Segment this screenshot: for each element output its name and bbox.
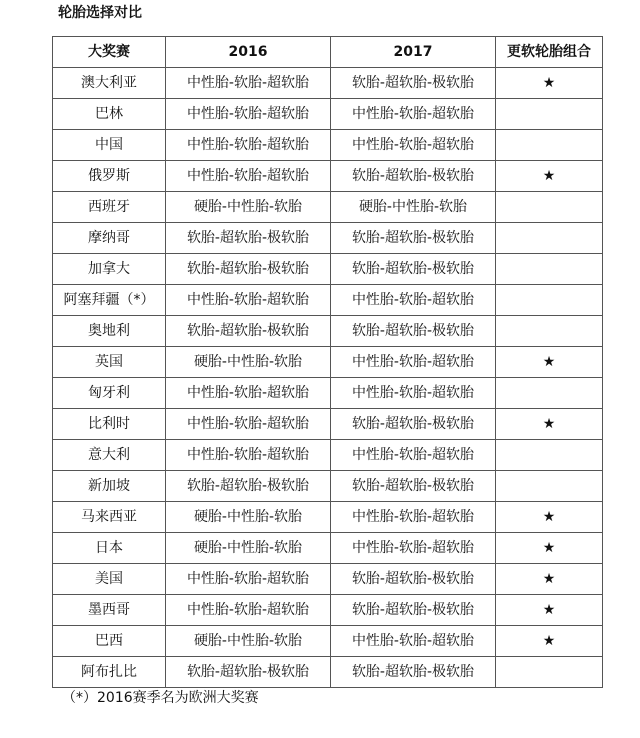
cell-2016-tyres: 中性胎-软胎-超软胎	[166, 409, 331, 440]
cell-grand-prix: 俄罗斯	[53, 161, 166, 192]
cell-2016-tyres: 软胎-超软胎-极软胎	[166, 471, 331, 502]
table-row	[53, 564, 603, 595]
cell-softer-combo	[496, 378, 603, 409]
cell-softer-combo	[496, 471, 603, 502]
cell-grand-prix: 墨西哥	[53, 595, 166, 626]
cell-grand-prix: 阿布扎比	[53, 657, 166, 688]
cell-grand-prix: 西班牙	[53, 192, 166, 223]
table-row	[53, 316, 603, 347]
star-icon: ★	[496, 626, 603, 657]
table-row	[53, 130, 603, 161]
cell-2017-tyres: 中性胎-软胎-超软胎	[331, 502, 496, 533]
cell-grand-prix: 英国	[53, 347, 166, 378]
tyre-comparison-table	[52, 36, 603, 688]
table-row	[53, 378, 603, 409]
cell-2016-tyres: 软胎-超软胎-极软胎	[166, 223, 331, 254]
header-2017: 2017	[331, 37, 496, 68]
cell-2017-tyres: 软胎-超软胎-极软胎	[331, 595, 496, 626]
table-row	[53, 254, 603, 285]
table-row	[53, 68, 603, 99]
table-row	[53, 223, 603, 254]
cell-2016-tyres: 中性胎-软胎-超软胎	[166, 440, 331, 471]
cell-grand-prix: 马来西亚	[53, 502, 166, 533]
cell-grand-prix: 巴林	[53, 99, 166, 130]
cell-2016-tyres: 软胎-超软胎-极软胎	[166, 254, 331, 285]
cell-softer-combo	[496, 130, 603, 161]
star-icon: ★	[496, 533, 603, 564]
table-header-row	[53, 37, 603, 68]
cell-grand-prix: 摩纳哥	[53, 223, 166, 254]
cell-2017-tyres: 中性胎-软胎-超软胎	[331, 378, 496, 409]
star-icon: ★	[496, 502, 603, 533]
table-row	[53, 347, 603, 378]
cell-2017-tyres: 硬胎-中性胎-软胎	[331, 192, 496, 223]
cell-2016-tyres: 中性胎-软胎-超软胎	[166, 285, 331, 316]
cell-grand-prix: 比利时	[53, 409, 166, 440]
star-icon: ★	[496, 161, 603, 192]
cell-2016-tyres: 硬胎-中性胎-软胎	[166, 533, 331, 564]
cell-2016-tyres: 中性胎-软胎-超软胎	[166, 68, 331, 99]
table-row	[53, 533, 603, 564]
cell-2017-tyres: 软胎-超软胎-极软胎	[331, 68, 496, 99]
cell-2016-tyres: 中性胎-软胎-超软胎	[166, 595, 331, 626]
cell-2017-tyres: 中性胎-软胎-超软胎	[331, 285, 496, 316]
cell-grand-prix: 中国	[53, 130, 166, 161]
cell-2016-tyres: 中性胎-软胎-超软胎	[166, 99, 331, 130]
table-row	[53, 161, 603, 192]
cell-softer-combo	[496, 254, 603, 285]
cell-2016-tyres: 中性胎-软胎-超软胎	[166, 564, 331, 595]
cell-2016-tyres: 软胎-超软胎-极软胎	[166, 657, 331, 688]
cell-grand-prix: 阿塞拜疆（*）	[53, 285, 166, 316]
cell-2017-tyres: 软胎-超软胎-极软胎	[331, 161, 496, 192]
table-row	[53, 502, 603, 533]
cell-2016-tyres: 硬胎-中性胎-软胎	[166, 626, 331, 657]
cell-grand-prix: 日本	[53, 533, 166, 564]
cell-grand-prix: 美国	[53, 564, 166, 595]
cell-softer-combo	[496, 285, 603, 316]
header-grand-prix: 大奖赛	[53, 37, 166, 68]
cell-2016-tyres: 中性胎-软胎-超软胎	[166, 378, 331, 409]
cell-softer-combo	[496, 192, 603, 223]
star-icon: ★	[496, 409, 603, 440]
cell-2017-tyres: 软胎-超软胎-极软胎	[331, 254, 496, 285]
table-row	[53, 657, 603, 688]
cell-softer-combo	[496, 316, 603, 347]
cell-2017-tyres: 软胎-超软胎-极软胎	[331, 657, 496, 688]
footnote: （*）2016赛季名为欧洲大奖赛	[62, 690, 259, 706]
table-row	[53, 440, 603, 471]
cell-2017-tyres: 软胎-超软胎-极软胎	[331, 316, 496, 347]
cell-softer-combo	[496, 440, 603, 471]
cell-2016-tyres: 硬胎-中性胎-软胎	[166, 192, 331, 223]
cell-grand-prix: 新加坡	[53, 471, 166, 502]
cell-softer-combo	[496, 657, 603, 688]
cell-2016-tyres: 硬胎-中性胎-软胎	[166, 502, 331, 533]
cell-2017-tyres: 软胎-超软胎-极软胎	[331, 409, 496, 440]
cell-softer-combo	[496, 99, 603, 130]
table-row	[53, 285, 603, 316]
star-icon: ★	[496, 347, 603, 378]
table-body	[53, 68, 603, 688]
cell-grand-prix: 巴西	[53, 626, 166, 657]
cell-softer-combo	[496, 223, 603, 254]
cell-2017-tyres: 中性胎-软胎-超软胎	[331, 130, 496, 161]
star-icon: ★	[496, 564, 603, 595]
table-row	[53, 99, 603, 130]
cell-2017-tyres: 软胎-超软胎-极软胎	[331, 564, 496, 595]
table-row	[53, 192, 603, 223]
table-row	[53, 409, 603, 440]
star-icon: ★	[496, 68, 603, 99]
cell-2017-tyres: 中性胎-软胎-超软胎	[331, 533, 496, 564]
table-row	[53, 471, 603, 502]
cell-2017-tyres: 中性胎-软胎-超软胎	[331, 347, 496, 378]
cell-grand-prix: 澳大利亚	[53, 68, 166, 99]
cell-2016-tyres: 硬胎-中性胎-软胎	[166, 347, 331, 378]
cell-grand-prix: 奥地利	[53, 316, 166, 347]
cell-2016-tyres: 中性胎-软胎-超软胎	[166, 161, 331, 192]
header-softer-combo: 更软轮胎组合	[496, 37, 603, 68]
cell-2017-tyres: 中性胎-软胎-超软胎	[331, 626, 496, 657]
header-2016: 2016	[166, 37, 331, 68]
cell-2016-tyres: 中性胎-软胎-超软胎	[166, 130, 331, 161]
cell-2017-tyres: 中性胎-软胎-超软胎	[331, 99, 496, 130]
cell-2017-tyres: 软胎-超软胎-极软胎	[331, 471, 496, 502]
star-icon: ★	[496, 595, 603, 626]
page-title: 轮胎选择对比	[58, 5, 142, 21]
cell-grand-prix: 意大利	[53, 440, 166, 471]
cell-grand-prix: 加拿大	[53, 254, 166, 285]
cell-2016-tyres: 软胎-超软胎-极软胎	[166, 316, 331, 347]
table-row	[53, 595, 603, 626]
cell-2017-tyres: 中性胎-软胎-超软胎	[331, 440, 496, 471]
table-row	[53, 626, 603, 657]
cell-grand-prix: 匈牙利	[53, 378, 166, 409]
cell-2017-tyres: 软胎-超软胎-极软胎	[331, 223, 496, 254]
